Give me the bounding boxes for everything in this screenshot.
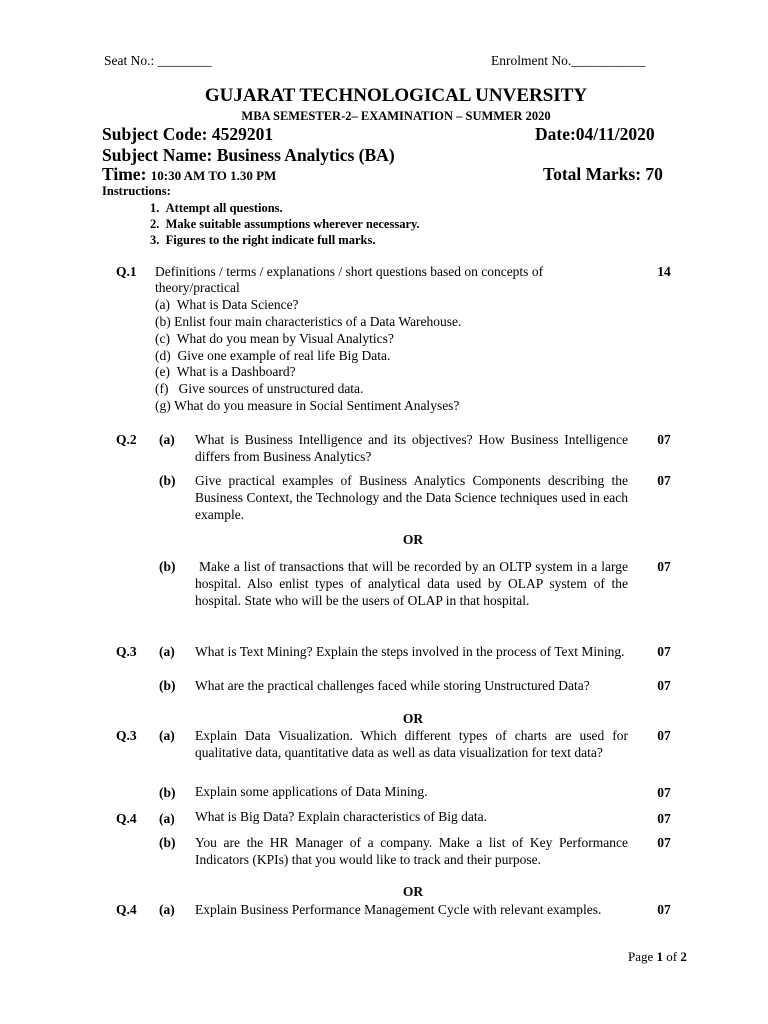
q4-alt-number: Q.4 (116, 902, 137, 917)
page-prefix: Page (628, 949, 657, 964)
exam-date: Date:04/11/2020 (535, 124, 655, 144)
q1-intro-line1: Definitions / terms / explanations / short questions based on concepts of (155, 264, 544, 279)
q3a-text: What is Text Mining? Explain the steps involved in the process of Text Mining. (195, 644, 625, 659)
time-value: 10:30 AM TO 1.30 PM (150, 168, 277, 183)
q2a-text: What is Business Intelligence and its objectives? How Business Intelligence differs from Business Analytics? (195, 432, 628, 464)
q2b-alt-label: (b) (159, 559, 176, 574)
q3-number: Q.3 (116, 644, 137, 659)
q4a-marks: 07 (657, 811, 671, 826)
q1-item-b: (b) Enlist four main characteristics of a Data Warehouse. (155, 314, 462, 329)
q1-item-e: (e) What is a Dashboard? (155, 364, 296, 379)
enrolment-no: Enrolment No.___________ (491, 53, 646, 68)
q4-or-label: OR (402, 884, 424, 899)
q3a-alt-marks: 07 (657, 728, 671, 743)
time-label: Time: (102, 164, 147, 184)
q4b-text: You are the HR Manager of a company. Make a list of Key Performance Indicators (KPIs) that you would like to track and their purpose. (195, 835, 628, 867)
q4b-marks: 07 (657, 835, 671, 850)
exam-title: MBA SEMESTER-2– EXAMINATION – SUMMER 2020 (241, 109, 551, 123)
q3-alt-number: Q.3 (116, 728, 137, 743)
q3b-text: What are the practical challenges faced while storing Unstructured Data? (195, 678, 590, 693)
q2b-alt-text: Make a list of transactions that will be recorded by an OLTP system in a large hospital. Also enlist types of analytical data used by OLAP system of the hospital. State who will be the users of OLAP in that hospital. (195, 559, 628, 608)
subject-code: Subject Code: 4529201 (102, 124, 274, 144)
q4a-alt-marks: 07 (657, 902, 671, 917)
subject-name: Subject Name: Business Analytics (BA) (102, 145, 395, 165)
q2b-marks: 07 (657, 473, 671, 488)
q3a-alt-text: Explain Data Visualization. Which different types of charts are used for qualitative data, quantitative data as well as data visualization for text data? (195, 728, 628, 760)
instruction-3: 3. Figures to the right indicate full marks. (150, 233, 376, 247)
q1-item-a: (a) What is Data Science? (155, 297, 299, 312)
q3a-alt-label: (a) (159, 728, 175, 743)
page-current: 1 (656, 949, 664, 964)
q1-item-d: (d) Give one example of real life Big Data. (155, 348, 391, 363)
time-row (102, 164, 276, 186)
q4b-label: (b) (159, 835, 176, 850)
q2b-text: Give practical examples of Business Analytics Components describing the Business Context, the Technology and the Data Science techniques used in each example. (195, 473, 628, 522)
q4a-text: What is Big Data? Explain characteristics of Big data. (195, 809, 488, 824)
q3b-alt-marks: 07 (657, 785, 671, 800)
q4-number: Q.4 (116, 811, 137, 826)
university-name: GUJARAT TECHNOLOGICAL UNVERSITY (204, 85, 588, 106)
q4a-alt-text: Explain Business Performance Management Cycle with relevant examples. (195, 902, 602, 917)
q3b-marks: 07 (657, 678, 671, 693)
q3a-label: (a) (159, 644, 175, 659)
q1-marks: 14 (657, 264, 671, 279)
q2a-marks: 07 (657, 432, 671, 447)
q1-item-c: (c) What do you mean by Visual Analytics? (155, 331, 394, 346)
q3a-marks: 07 (657, 644, 671, 659)
q2a-label: (a) (159, 432, 175, 447)
q3b-label: (b) (159, 678, 176, 693)
q4a-alt-label: (a) (159, 902, 175, 917)
q2b-alt-marks: 07 (657, 559, 671, 574)
total-marks: Total Marks: 70 (543, 164, 663, 184)
q1-item-f: (f) Give sources of unstructured data. (155, 381, 364, 396)
q4a-label: (a) (159, 811, 175, 826)
page-total: 2 (680, 949, 687, 964)
page-of: of (663, 949, 681, 964)
page-number (628, 949, 687, 965)
q1-number: Q.1 (116, 264, 137, 279)
seat-no: Seat No.: ________ (104, 53, 212, 68)
instruction-1: 1. Attempt all questions. (150, 201, 283, 215)
q2b-label: (b) (159, 473, 176, 488)
q2-or-label: OR (402, 532, 424, 547)
q3b-alt-text: Explain some applications of Data Mining. (195, 784, 428, 799)
q3b-alt-label: (b) (159, 785, 176, 800)
instructions-title: Instructions: (102, 184, 171, 198)
instruction-2: 2. Make suitable assumptions wherever necessary. (150, 217, 420, 231)
q1-intro-line2: theory/practical (155, 280, 240, 295)
q2-number: Q.2 (116, 432, 137, 447)
q1-item-g: (g) What do you measure in Social Sentiment Analyses? (155, 398, 460, 413)
q3-or-label: OR (402, 711, 424, 726)
